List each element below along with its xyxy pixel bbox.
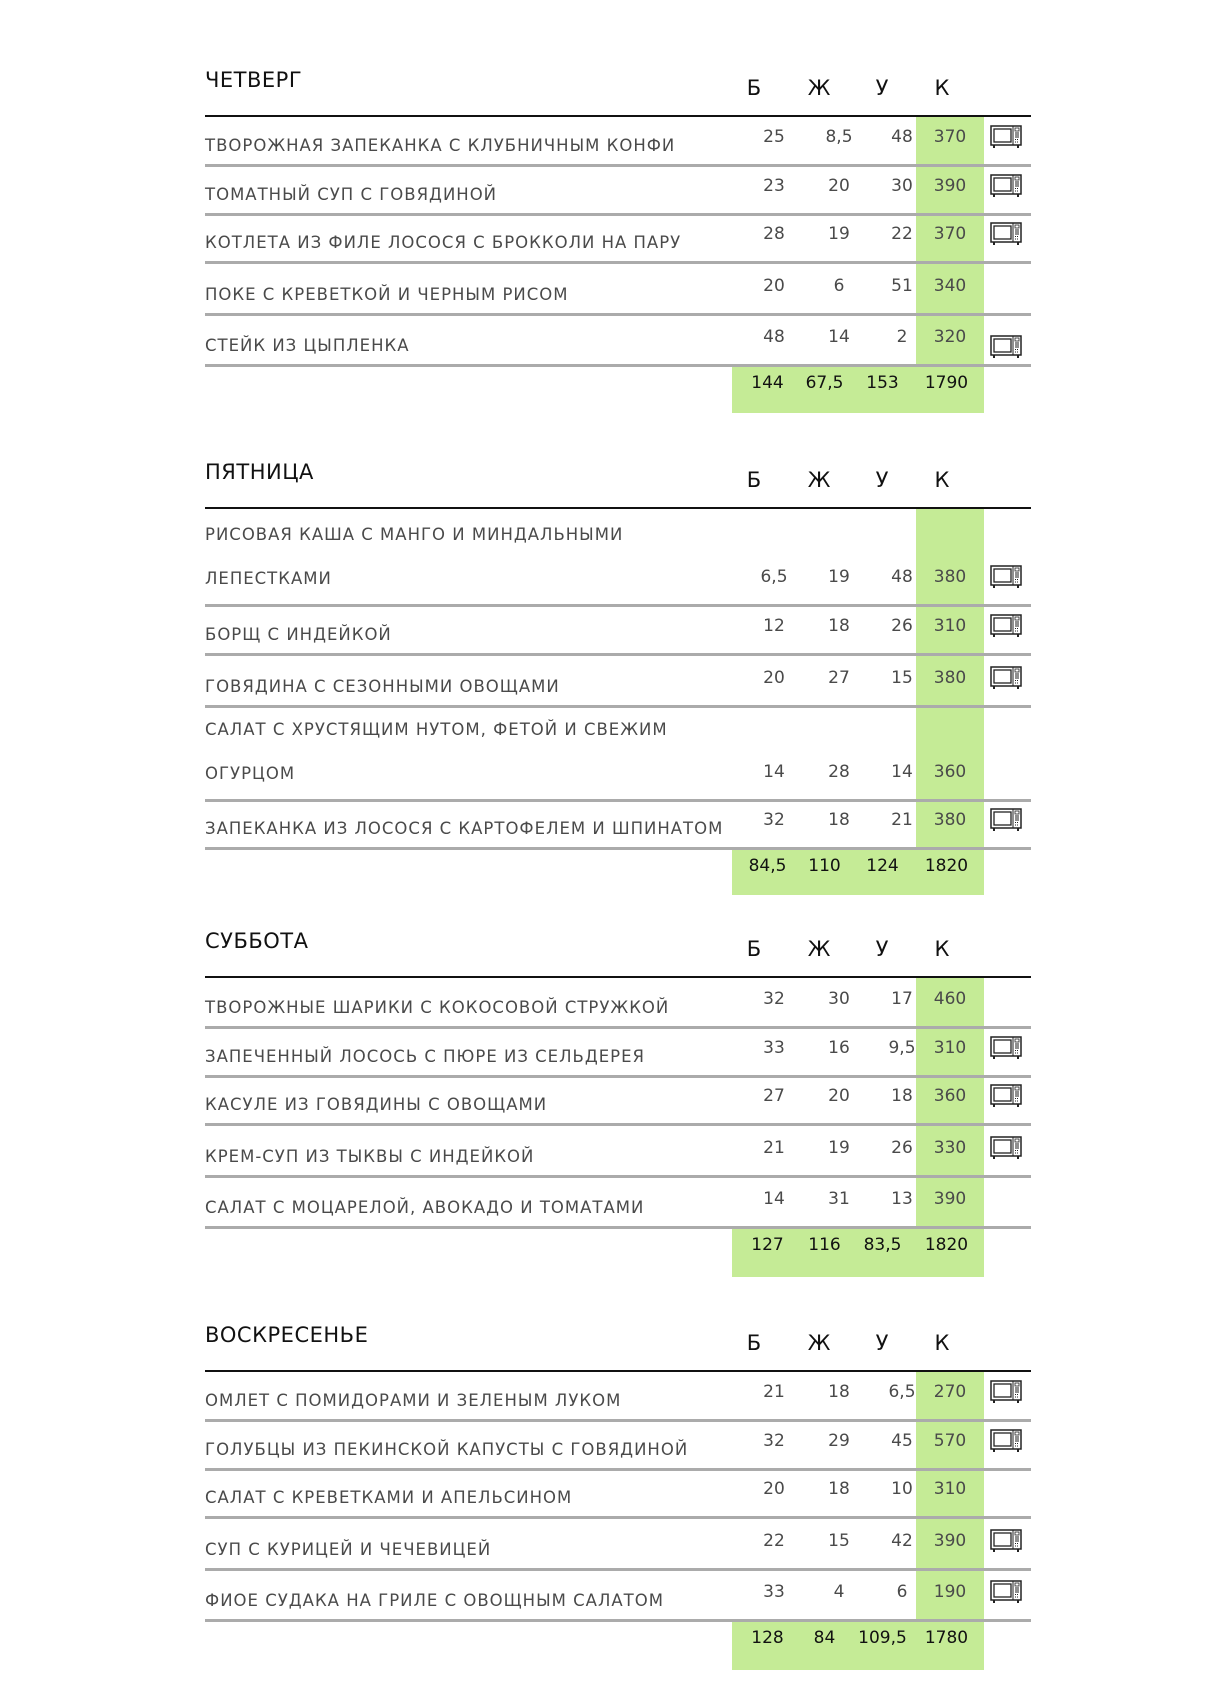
dish-row	[205, 802, 1031, 850]
nutrient-value-k: 310	[933, 616, 967, 636]
day-title: СУББОТА	[205, 929, 309, 953]
nutrient-value-u: 26	[891, 1138, 913, 1158]
nutrient-value-b: 22	[763, 1531, 785, 1551]
microwave-icon	[990, 565, 1022, 589]
microwave-icon	[990, 1429, 1022, 1453]
total-value-u: 153	[866, 373, 899, 393]
nutrient-value-zh: 30	[828, 989, 850, 1009]
nutrient-value-zh: 15	[828, 1531, 850, 1551]
nutrient-value-zh: 18	[828, 810, 850, 830]
dish-name-line: ОГУРЦОМ	[205, 764, 296, 783]
nutrient-value-u: 45	[891, 1431, 913, 1451]
nutrient-value-b: 32	[763, 989, 785, 1009]
nutrient-value-b: 20	[763, 668, 785, 688]
nutrient-value-zh: 8,5	[825, 127, 853, 147]
dish-name-line: СУП С КУРИЦЕЙ И ЧЕЧЕВИЦЕЙ	[205, 1540, 492, 1559]
day-title: ПЯТНИЦА	[205, 460, 314, 484]
column-header: У	[875, 468, 889, 492]
microwave-icon	[990, 125, 1022, 149]
column-header: Б	[746, 468, 762, 492]
total-value-k: 1780	[924, 1628, 969, 1648]
dish-name	[205, 331, 410, 361]
dish-row	[205, 117, 1031, 167]
dish-name-line: ФИОЕ СУДАКА НА ГРИЛЕ С ОВОЩНЫМ САЛАТОМ	[205, 1591, 664, 1610]
dish-name-line: САЛАТ С ХРУСТЯЩИМ НУТОМ, ФЕТОЙ И СВЕЖИМ	[205, 720, 668, 739]
total-value-k: 1820	[924, 1235, 969, 1255]
nutrient-value-k: 370	[933, 127, 967, 147]
microwave-icon	[990, 1136, 1022, 1160]
column-header: К	[934, 468, 950, 492]
nutrient-value-zh: 14	[828, 327, 850, 347]
dish-name	[205, 1386, 621, 1416]
column-header: Б	[746, 1331, 762, 1355]
column-header: Ж	[807, 76, 831, 100]
nutrient-value-k: 330	[933, 1138, 967, 1158]
total-value-u: 124	[866, 856, 899, 876]
nutrient-value-k: 390	[933, 1531, 967, 1551]
nutrient-value-zh: 19	[828, 1138, 850, 1158]
dish-row	[205, 1471, 1031, 1519]
dish-name-line: БОРЩ С ИНДЕЙКОЙ	[205, 625, 392, 644]
row-divider	[205, 364, 1031, 367]
microwave-icon	[990, 1036, 1022, 1060]
microwave-icon	[990, 222, 1022, 246]
nutrient-value-b: 20	[763, 1479, 785, 1499]
dish-name-line: ЗАПЕЧЕННЫЙ ЛОСОСЬ С ПЮРЕ ИЗ СЕЛЬДЕРЕЯ	[205, 1047, 645, 1066]
dish-name-line: ГОЛУБЦЫ ИЗ ПЕКИНСКОЙ КАПУСТЫ С ГОВЯДИНОЙ	[205, 1440, 689, 1459]
nutrient-value-zh: 6	[833, 276, 845, 296]
nutrient-value-u: 15	[891, 668, 913, 688]
nutrient-value-zh: 27	[828, 668, 850, 688]
dish-name-line: ЛЕПЕСТКАМИ	[205, 569, 332, 588]
nutrient-value-b: 21	[763, 1382, 785, 1402]
dish-row	[205, 1422, 1031, 1471]
dish-row	[205, 509, 1031, 607]
microwave-icon	[990, 614, 1022, 638]
nutrient-value-u: 22	[891, 224, 913, 244]
nutrient-value-zh: 31	[828, 1189, 850, 1209]
column-header: К	[934, 1331, 950, 1355]
column-header: У	[875, 76, 889, 100]
dish-name	[205, 620, 392, 650]
total-value-u: 83,5	[863, 1235, 902, 1255]
dish-row	[205, 1571, 1031, 1622]
nutrient-value-b: 20	[763, 276, 785, 296]
microwave-icon	[990, 1580, 1022, 1604]
nutrient-value-b: 33	[763, 1038, 785, 1058]
nutrient-value-b: 27	[763, 1086, 785, 1106]
nutrient-value-b: 32	[763, 1431, 785, 1451]
dish-row	[205, 978, 1031, 1029]
total-value-k: 1790	[924, 373, 969, 393]
nutrient-value-b: 48	[763, 327, 785, 347]
nutrient-value-u: 14	[891, 762, 913, 782]
dish-name-line: ТВОРОЖНЫЕ ШАРИКИ С КОКОСОВОЙ СТРУЖКОЙ	[205, 998, 670, 1017]
nutrient-value-b: 23	[763, 176, 785, 196]
column-header: Ж	[807, 937, 831, 961]
nutrient-value-b: 14	[763, 1189, 785, 1209]
dish-name	[205, 1193, 644, 1223]
nutrient-value-zh: 18	[828, 616, 850, 636]
dish-row	[205, 316, 1031, 367]
dish-name-line: ГОВЯДИНА С СЕЗОННЫМИ ОВОЩАМИ	[205, 677, 560, 696]
nutrient-value-u: 9,5	[888, 1038, 916, 1058]
dish-name	[205, 814, 723, 844]
dish-name	[205, 1483, 572, 1513]
nutrient-value-u: 6,5	[888, 1382, 916, 1402]
nutrient-value-k: 310	[933, 1038, 967, 1058]
day-title: ВОСКРЕСЕНЬЕ	[205, 1323, 369, 1347]
nutrient-value-zh: 19	[828, 567, 850, 587]
nutrient-value-k: 380	[933, 810, 967, 830]
nutrient-value-zh: 28	[828, 762, 850, 782]
dish-name	[205, 180, 497, 210]
nutrient-value-k: 340	[933, 276, 967, 296]
nutrient-value-zh: 18	[828, 1382, 850, 1402]
nutrient-value-u: 26	[891, 616, 913, 636]
dish-name-line: КАСУЛЕ ИЗ ГОВЯДИНЫ С ОВОЩАМИ	[205, 1095, 548, 1114]
row-divider	[205, 1226, 1031, 1229]
dish-name	[205, 1142, 534, 1172]
dish-name-line: КОТЛЕТА ИЗ ФИЛЕ ЛОСОСЯ С БРОККОЛИ НА ПАРУ	[205, 233, 682, 252]
nutrient-value-k: 360	[933, 762, 967, 782]
nutrient-value-zh: 29	[828, 1431, 850, 1451]
nutrient-value-k: 380	[933, 668, 967, 688]
nutrient-value-zh: 20	[828, 1086, 850, 1106]
nutrient-value-k: 270	[933, 1382, 967, 1402]
row-divider	[205, 1619, 1031, 1622]
nutrient-value-b: 33	[763, 1582, 785, 1602]
microwave-icon	[990, 666, 1022, 690]
column-header: У	[875, 1331, 889, 1355]
nutrient-value-k: 370	[933, 224, 967, 244]
nutrient-value-k: 460	[933, 989, 967, 1009]
microwave-icon	[990, 1529, 1022, 1553]
nutrient-value-b: 25	[763, 127, 785, 147]
total-value-b: 127	[751, 1235, 784, 1255]
nutrient-value-zh: 18	[828, 1479, 850, 1499]
nutrient-value-b: 14	[763, 762, 785, 782]
nutrient-value-u: 48	[891, 127, 913, 147]
microwave-icon	[990, 808, 1022, 832]
total-value-b: 128	[751, 1628, 784, 1648]
dish-name	[205, 280, 569, 310]
column-header: У	[875, 937, 889, 961]
dish-row	[205, 607, 1031, 656]
nutrient-value-u: 51	[891, 276, 913, 296]
nutrient-value-k: 380	[933, 567, 967, 587]
nutrient-value-k: 310	[933, 1479, 967, 1499]
nutrient-value-zh: 20	[828, 176, 850, 196]
column-header: Б	[746, 76, 762, 100]
dish-row	[205, 1029, 1031, 1078]
nutrient-value-u: 13	[891, 1189, 913, 1209]
nutrient-value-b: 12	[763, 616, 785, 636]
dish-name-line: ЗАПЕКАНКА ИЗ ЛОСОСЯ С КАРТОФЕЛЕМ И ШПИНАТОМ	[205, 819, 724, 838]
dish-name	[205, 131, 675, 161]
nutrient-value-u: 2	[896, 327, 908, 347]
column-header: Ж	[807, 468, 831, 492]
nutrient-value-u: 6	[896, 1582, 908, 1602]
dish-row	[205, 656, 1031, 708]
nutrient-value-k: 360	[933, 1086, 967, 1106]
nutrient-value-b: 6,5	[760, 567, 788, 587]
microwave-icon	[990, 335, 1022, 359]
dish-row	[205, 1372, 1031, 1422]
nutrient-value-k: 390	[933, 1189, 967, 1209]
total-value-zh: 116	[808, 1235, 841, 1255]
nutrient-value-u: 42	[891, 1531, 913, 1551]
nutrient-value-k: 570	[933, 1431, 967, 1451]
dish-name-line: ТОМАТНЫЙ СУП С ГОВЯДИНОЙ	[205, 185, 498, 204]
microwave-icon	[990, 1084, 1022, 1108]
dish-name	[205, 1535, 491, 1565]
nutrient-value-u: 17	[891, 989, 913, 1009]
dish-name-line: РИСОВАЯ КАША С МАНГО И МИНДАЛЬНЫМИ	[205, 525, 624, 544]
microwave-icon	[990, 174, 1022, 198]
day-title: ЧЕТВЕРГ	[205, 68, 303, 92]
dish-row	[205, 1178, 1031, 1229]
nutrient-value-u: 21	[891, 810, 913, 830]
dish-row	[205, 708, 1031, 802]
dish-name-line: ПОКЕ С КРЕВЕТКОЙ И ЧЕРНЫМ РИСОМ	[205, 285, 569, 304]
total-value-b: 144	[751, 373, 784, 393]
total-value-b: 84,5	[748, 856, 787, 876]
nutrient-value-b: 32	[763, 810, 785, 830]
dish-name	[205, 993, 669, 1023]
nutrient-value-b: 21	[763, 1138, 785, 1158]
microwave-icon	[990, 1380, 1022, 1404]
dish-name	[205, 228, 681, 258]
dish-name-line: САЛАТ С МОЦАРЕЛОЙ, АВОКАДО И ТОМАТАМИ	[205, 1198, 645, 1217]
dish-name-line: ОМЛЕТ С ПОМИДОРАМИ И ЗЕЛЕНЫМ ЛУКОМ	[205, 1391, 622, 1410]
dish-name	[205, 1090, 547, 1120]
dish-name	[205, 708, 668, 796]
nutrient-value-k: 390	[933, 176, 967, 196]
dish-row	[205, 1126, 1031, 1178]
nutrient-value-zh: 16	[828, 1038, 850, 1058]
nutrient-value-k: 320	[933, 327, 967, 347]
dish-name	[205, 1586, 664, 1616]
dish-name	[205, 1435, 688, 1465]
dish-name	[205, 513, 623, 601]
dish-row	[205, 167, 1031, 216]
column-header: Б	[746, 937, 762, 961]
row-divider	[205, 847, 1031, 850]
dish-name-line: САЛАТ С КРЕВЕТКАМИ И АПЕЛЬСИНОМ	[205, 1488, 573, 1507]
dish-name-line: ТВОРОЖНАЯ ЗАПЕКАНКА С КЛУБНИЧНЫМ КОНФИ	[205, 136, 676, 155]
nutrient-value-k: 190	[933, 1582, 967, 1602]
dish-name-line: КРЕМ-СУП ИЗ ТЫКВЫ С ИНДЕЙКОЙ	[205, 1147, 535, 1166]
total-value-zh: 67,5	[805, 373, 844, 393]
nutrient-value-zh: 19	[828, 224, 850, 244]
nutrient-value-u: 18	[891, 1086, 913, 1106]
nutrient-value-u: 30	[891, 176, 913, 196]
dish-row	[205, 1519, 1031, 1571]
total-value-zh: 110	[808, 856, 841, 876]
dish-name	[205, 1042, 645, 1072]
column-header: К	[934, 76, 950, 100]
total-value-k: 1820	[924, 856, 969, 876]
dish-name	[205, 672, 560, 702]
dish-name-line: СТЕЙК ИЗ ЦЫПЛЕНКА	[205, 336, 410, 355]
dish-row	[205, 264, 1031, 316]
nutrient-value-b: 28	[763, 224, 785, 244]
dish-row	[205, 1078, 1031, 1126]
column-header: Ж	[807, 1331, 831, 1355]
nutrient-value-u: 48	[891, 567, 913, 587]
dish-row	[205, 216, 1031, 264]
nutrient-value-zh: 4	[833, 1582, 845, 1602]
column-header: К	[934, 937, 950, 961]
nutrient-value-u: 10	[891, 1479, 913, 1499]
total-value-u: 109,5	[858, 1628, 907, 1648]
total-value-zh: 84	[813, 1628, 836, 1648]
